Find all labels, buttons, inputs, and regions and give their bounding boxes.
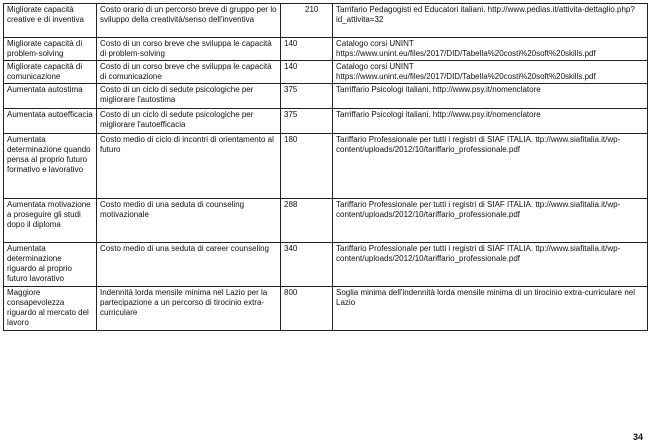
table-row <box>4 287 648 331</box>
value-cell: 340 <box>281 243 333 287</box>
description-cell: Indennità lorda mensile minima nel Lazio per la partecipazione a un percorso di tirocinio extra-curriculare <box>97 287 281 331</box>
description-cell: Costo medio di ciclo di incontri di orientamento al futuro <box>97 134 281 199</box>
outcome-cell: Migliorate capacità di comunicazione <box>4 61 97 84</box>
source-cell: Catalogo corsi UNINT https://www.unint.eu/files/2017/DID/Tabella%20costi%20soft%20skills.pdf <box>333 38 648 61</box>
value-cell: 140 <box>281 61 333 84</box>
source-cell: Tariffario Professionale per tutti i registri di SIAF ITALIA. ttp://www.siafitalia.it/wp-content/uploads/2012/10/tariffario_professionale.pdf <box>333 134 648 199</box>
value-cell: 180 <box>281 134 333 199</box>
description-cell: Costo medio di una seduta di counseling motivazionale <box>97 199 281 243</box>
description-cell: Costo di un corso breve che sviluppa le capacità di comunicazione <box>97 61 281 84</box>
source-cell: Soglia minima dell'indennità lorda mensile minima di un tirocinio extra-curriculare nel Lazio <box>333 287 648 331</box>
source-cell: Tarriffario Psicologi italiani. http://www.psy.it/nomenclatore <box>333 84 648 109</box>
outcome-cell: Aumentata motivazione a proseguire gli studi dopo il diploma <box>4 199 97 243</box>
description-cell: Costo di un ciclo di sedute psicologiche per migliorare l'autoefficacia <box>97 109 281 134</box>
description-cell: Costo medio di una seduta di career counseling <box>97 243 281 287</box>
source-cell: Tariffario Professionale per tutti i registri di SIAF ITALIA. ttp://www.siafitalia.it/wp-content/uploads/2012/10/tariffario_professionale.pdf <box>333 199 648 243</box>
table-row <box>4 38 648 61</box>
page-number: 34 <box>632 432 643 442</box>
value-cell: 210 <box>281 4 333 38</box>
table-row <box>4 84 648 109</box>
description-cell: Costo di un corso breve che sviluppa le capacità di problem-solving <box>97 38 281 61</box>
description-cell: Costo di un ciclo di sedute psicologiche per migliorare l'autostima <box>97 84 281 109</box>
value-cell: 375 <box>281 84 333 109</box>
table-row <box>4 134 648 199</box>
outcome-cell: Maggiore consapevolezza riguardo al mercato del lavoro <box>4 287 97 331</box>
value-cell: 140 <box>281 38 333 61</box>
table-row <box>4 243 648 287</box>
cost-table <box>3 3 648 331</box>
table-row <box>4 199 648 243</box>
outcome-cell: Aumentata determinazione riguardo al proprio futuro lavorativo <box>4 243 97 287</box>
value-cell: 800 <box>281 287 333 331</box>
description-cell: Costo orario di un percorso breve di gruppo per lo sviluppo della creatività/senso dell'inventiva <box>97 4 281 38</box>
source-cell: Tarriffario Psicologi italiani. http://www.psy.it/nomenclatore <box>333 109 648 134</box>
table-row <box>4 61 648 84</box>
outcome-cell: Migliorate capacità di problem-solving <box>4 38 97 61</box>
outcome-cell: Aumentata autostima <box>4 84 97 109</box>
table-row <box>4 109 648 134</box>
outcome-cell: Aumentata autoefficacia <box>4 109 97 134</box>
source-cell: Tarrifario Pedagogisti ed Educatori italiani. http://www.pedias.it/attivita-dettaglio.php?id_attivita=32 <box>333 4 648 38</box>
value-cell: 288 <box>281 199 333 243</box>
table-row <box>4 4 648 38</box>
outcome-cell: Aumentata determinazione quando pensa al proprio futuro formativo e lavorativo <box>4 134 97 199</box>
outcome-cell: Migliorate capacità creative e di inventiva <box>4 4 97 38</box>
source-cell: Catalogo corsi UNINT https://www.unint.eu/files/2017/DID/Tabella%20costi%20soft%20skills.pdf <box>333 61 648 84</box>
value-cell: 375 <box>281 109 333 134</box>
source-cell: Tariffario Professionale per tutti i registri di SIAF ITALIA. ttp://www.siafitalia.it/wp-content/uploads/2012/10/tariffario_professionale.pdf <box>333 243 648 287</box>
